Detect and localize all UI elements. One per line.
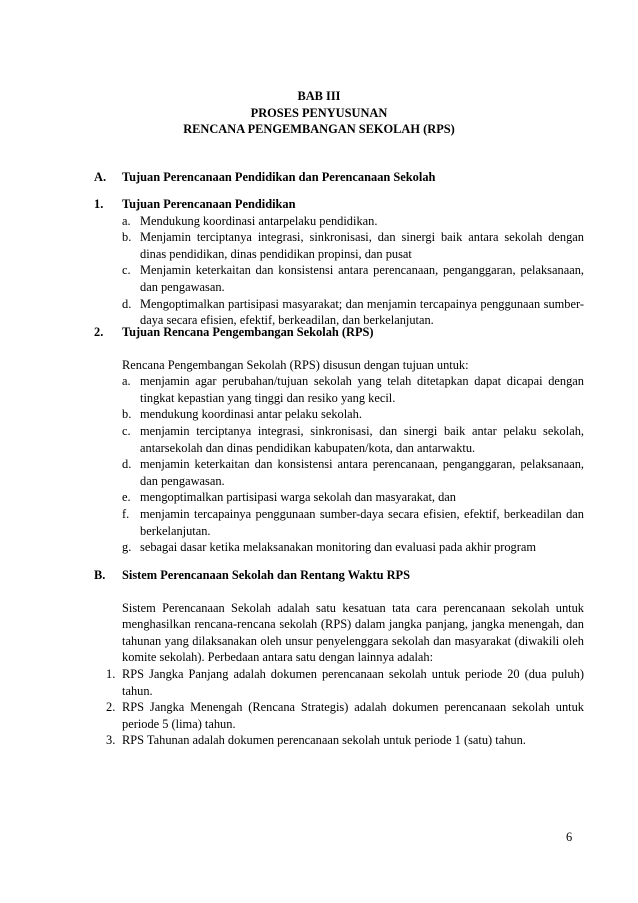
list-item bbox=[94, 539, 584, 556]
subsection-1-title: Tujuan Perencanaan Pendidikan bbox=[122, 197, 296, 211]
list-text: Mendukung koordinasi antarpelaku pendidikan. bbox=[140, 213, 378, 228]
section-b-heading bbox=[94, 567, 584, 584]
list-text: menjamin tercapainya penggunaan sumber-daya secara efisien, efektif, berkeadilan dan berkelanjutan. bbox=[140, 506, 584, 538]
list-marker: a. bbox=[122, 213, 131, 228]
list-item bbox=[94, 666, 584, 699]
section-a-marker: A. bbox=[94, 170, 107, 184]
list-item bbox=[94, 506, 584, 539]
subsection-2-title: Tujuan Rencana Pengembangan Sekolah (RPS) bbox=[122, 325, 374, 339]
chapter-subtitle: RENCANA PENGEMBANGAN SEKOLAH (RPS) bbox=[183, 122, 455, 137]
list-text: menjamin keterkaitan dan konsistensi antara perencanaan, penganggaran, pelaksanaan, dan pengawasan. bbox=[140, 457, 584, 488]
list-item bbox=[94, 489, 584, 506]
list-text: menjamin terciptanya integrasi, sinkronisasi, dan sinergi baik antar pelaku sekolah, antarsekolah dan dinas pendidikan kabupaten/kota, dan antarwaktu. bbox=[140, 423, 584, 455]
section-a-heading bbox=[94, 169, 584, 186]
list-marker: f. bbox=[122, 506, 130, 521]
page-number: 6 bbox=[566, 830, 573, 844]
list-text: Mengoptimalkan partisipasi masyarakat; dan menjamin tercapainya penggunaan sumber-daya secara efisien, efektif, berkeadilan, dan berkelanjutan. bbox=[140, 296, 584, 328]
list-marker: g. bbox=[122, 540, 132, 555]
list-item bbox=[94, 732, 584, 749]
subsection-2-heading bbox=[94, 324, 584, 341]
section-b bbox=[94, 567, 584, 749]
section-a-title: Tujuan Perencanaan Pendidikan dan Perencanaan Sekolah bbox=[122, 170, 436, 184]
chapter-heading bbox=[0, 88, 638, 138]
list-text: RPS Tahunan adalah dokumen perencanaan sekolah untuk periode 1 (satu) tahun. bbox=[122, 733, 526, 748]
list-text: mengoptimalkan partisipasi warga sekolah dan masyarakat, dan bbox=[140, 490, 456, 505]
chapter-number: BAB III bbox=[297, 89, 341, 103]
list-marker: d. bbox=[122, 296, 132, 311]
list-marker: c. bbox=[122, 423, 131, 438]
list-text: Menjamin keterkaitan dan konsistensi antara perencanaan, penganggaran, pelaksanaan, dan pengawasan. bbox=[140, 263, 584, 294]
list-marker: 1. bbox=[106, 666, 116, 681]
list-text: menjamin agar perubahan/tujuan sekolah yang telah ditetapkan dapat dicapai dengan tingkat kepastian yang tinggi dan resiko yang kecil. bbox=[140, 374, 584, 405]
list-marker: b. bbox=[122, 407, 132, 422]
list-marker: a. bbox=[122, 374, 131, 389]
section-b-marker: B. bbox=[94, 568, 106, 582]
list-text: RPS Jangka Panjang adalah dokumen perencanaan sekolah untuk periode 20 (dua puluh) tahun. bbox=[122, 666, 584, 698]
list-text: RPS Jangka Menengah (Rencana Strategis) adalah dokumen perencanaan sekolah untuk periode 5 (lima) tahun. bbox=[122, 700, 584, 731]
subsection-2-marker: 2. bbox=[94, 325, 104, 339]
list-text: sebagai dasar ketika melaksanakan monitoring dan evaluasi pada akhir program bbox=[140, 540, 537, 555]
list-marker: e. bbox=[122, 490, 131, 505]
subsection-1 bbox=[94, 196, 584, 329]
list-marker: b. bbox=[122, 230, 132, 245]
subsection-1-heading bbox=[94, 196, 584, 213]
list-item bbox=[94, 423, 584, 456]
list-item bbox=[94, 213, 584, 230]
list-item bbox=[94, 699, 584, 732]
subsection-1-marker: 1. bbox=[94, 197, 104, 211]
subsection-2-intro: Rencana Pengembangan Sekolah (RPS) disusun dengan tujuan untuk: bbox=[122, 357, 469, 372]
list-item bbox=[94, 406, 584, 423]
list-marker: c. bbox=[122, 263, 131, 278]
list-item bbox=[94, 456, 584, 489]
chapter-title: PROSES PENYUSUNAN bbox=[250, 105, 388, 120]
list-marker: 3. bbox=[106, 733, 116, 748]
subsection-2 bbox=[94, 324, 584, 556]
list-text: mendukung koordinasi antar pelaku sekolah. bbox=[140, 407, 362, 422]
section-b-intro: Sistem Perencanaan Sekolah adalah satu kesatuan tata cara perencanaan sekolah untuk menghasilkan rencana-rencana sekolah (RPS) dalam jangka panjang, jangka menengah, dan tahunan yang dilaksanakan oleh unsur penyelenggara sekolah dan masyarakat (diwakili oleh komite sekolah). Perbedaan antara satu dengan lainnya adalah: bbox=[122, 600, 584, 665]
list-text: Menjamin terciptanya integrasi, sinkronisasi, dan sinergi baik antara sekolah dengan dinas pendidikan, dinas pendidikan propinsi, dan pusat bbox=[140, 230, 584, 261]
list-marker: d. bbox=[122, 457, 132, 472]
list-marker: 2. bbox=[106, 700, 116, 715]
list-item bbox=[94, 229, 584, 262]
list-item bbox=[94, 373, 584, 406]
list-item bbox=[94, 262, 584, 295]
section-b-title: Sistem Perencanaan Sekolah dan Rentang Waktu RPS bbox=[122, 568, 411, 582]
